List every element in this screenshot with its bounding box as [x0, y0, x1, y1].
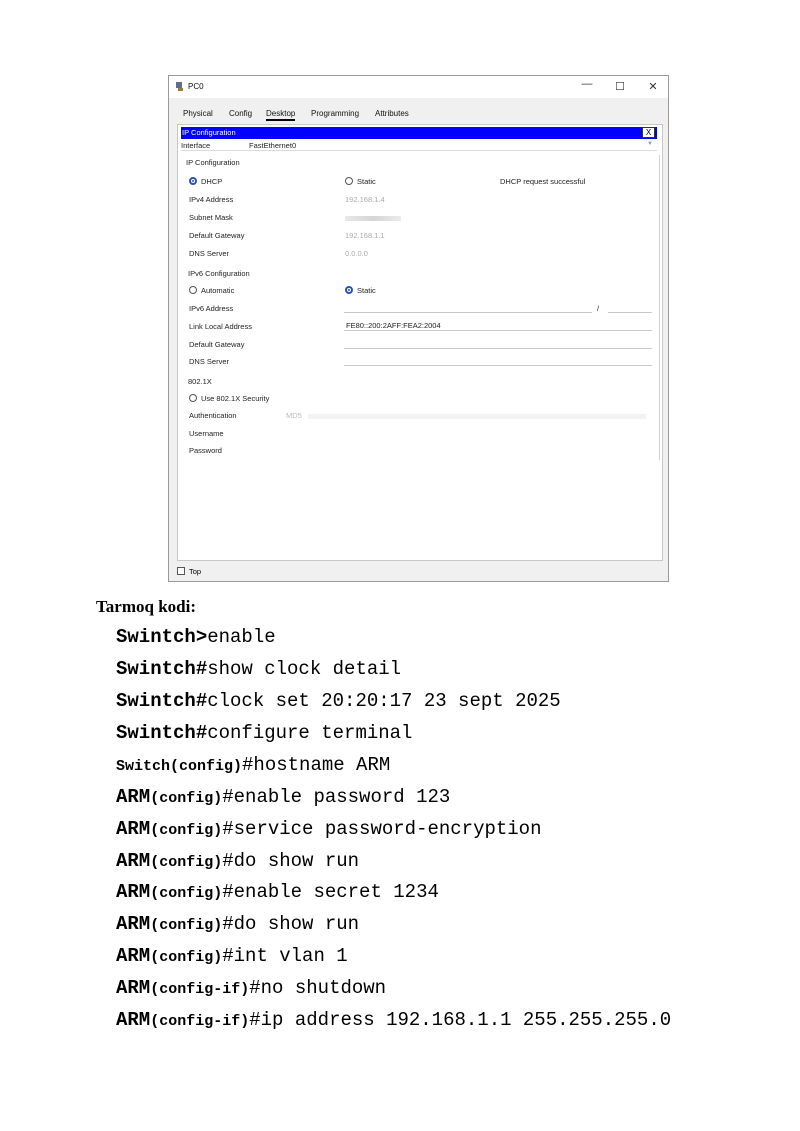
static-ipv6-radio[interactable]	[345, 286, 353, 294]
interface-select[interactable]: FastEthernet0	[249, 141, 297, 150]
prefix-separator: /	[597, 304, 600, 313]
code-line	[116, 658, 401, 680]
code-command: #ip address 192.168.1.1 255.255.255.0	[249, 1009, 672, 1031]
ipv6-address-field[interactable]	[344, 302, 592, 313]
interface-row[interactable]	[181, 140, 657, 151]
code-prompt: ARM	[116, 1009, 151, 1031]
code-prompt: Swintch#	[116, 722, 208, 744]
ipv6-section-title: IPv6 Configuration	[188, 269, 250, 278]
code-command: #int vlan 1	[222, 945, 348, 967]
dot1x-section-title: 802.1X	[188, 377, 212, 386]
subnet-mask-label: Subnet Mask	[189, 213, 233, 222]
ipv6-gateway-label: Default Gateway	[189, 340, 245, 349]
pc-app-icon	[175, 81, 185, 92]
code-command: #do show run	[222, 913, 360, 935]
code-prompt: Swintch#	[116, 690, 208, 712]
code-line	[116, 945, 348, 967]
code-line	[116, 977, 386, 999]
ipv6-prefix-field[interactable]	[608, 302, 652, 313]
automatic-ipv6-label: Automatic	[201, 286, 235, 295]
close-icon[interactable]: ✕	[648, 81, 658, 93]
title-bar	[169, 76, 668, 98]
code-command: #do show run	[222, 850, 360, 872]
dhcp-label: DHCP	[201, 177, 223, 186]
ip-configuration-panel	[177, 124, 663, 561]
code-prompt-mode: (config)	[150, 949, 223, 966]
code-command: configure terminal	[207, 722, 413, 744]
code-command: show clock detail	[207, 658, 402, 680]
code-prompt: Switch(config)	[116, 758, 243, 775]
use-dot1x-label: Use 802.1X Security	[201, 394, 270, 403]
code-prompt: ARM	[116, 786, 151, 808]
ipv6-dns-label: DNS Server	[189, 357, 230, 366]
ipv6-gateway-field[interactable]	[344, 338, 652, 349]
use-dot1x-checkbox[interactable]	[189, 394, 197, 402]
code-prompt: Swintch#	[116, 658, 208, 680]
panel-title-bar	[181, 127, 657, 139]
link-local-value: FE80::200:2AFF:FEA2:2004	[346, 321, 441, 330]
static-ipv4-label: Static	[357, 177, 376, 186]
code-prompt-mode: (config)	[150, 854, 223, 871]
dhcp-status: DHCP request successful	[500, 177, 586, 186]
dhcp-radio[interactable]	[189, 177, 197, 185]
ipv4-section-title: IP Configuration	[186, 158, 240, 167]
password-label: Password	[189, 446, 222, 455]
panel-divider	[659, 155, 660, 460]
link-local-label: Link Local Address	[189, 322, 252, 331]
code-line	[116, 1009, 671, 1031]
default-gateway-label: Default Gateway	[189, 231, 245, 240]
tab-physical[interactable]: Physical	[183, 109, 213, 118]
code-prompt: Swintch>	[116, 626, 208, 648]
automatic-ipv6-radio[interactable]	[189, 286, 197, 294]
top-checkbox[interactable]	[177, 567, 185, 575]
code-prompt-mode: (config)	[150, 822, 223, 839]
code-prompt: ARM	[116, 913, 151, 935]
authentication-field[interactable]	[308, 414, 646, 419]
code-command: #enable secret 1234	[222, 881, 439, 903]
ipv6-address-label: IPv6 Address	[189, 304, 234, 313]
code-line	[116, 626, 276, 648]
link-local-field[interactable]	[344, 320, 652, 331]
pc0-window	[168, 75, 669, 582]
code-command: enable	[207, 626, 276, 648]
code-command: #hostname ARM	[242, 754, 391, 776]
tab-config[interactable]: Config	[229, 109, 253, 118]
default-gateway-field[interactable]: 192.168.1.1	[345, 231, 385, 240]
code-line	[116, 722, 412, 744]
code-line	[116, 818, 542, 840]
code-prompt: ARM	[116, 850, 151, 872]
code-prompt: ARM	[116, 881, 151, 903]
tab-programming[interactable]: Programming	[311, 109, 360, 118]
code-command: #service password-encryption	[222, 818, 542, 840]
ipv6-dns-field[interactable]	[344, 355, 652, 366]
code-prompt: ARM	[116, 945, 151, 967]
code-prompt-mode: (config)	[150, 790, 223, 807]
authentication-label: Authentication	[189, 411, 237, 420]
tab-attributes[interactable]: Attributes	[375, 109, 409, 118]
code-line	[116, 850, 359, 872]
dns-server-label: DNS Server	[189, 249, 230, 258]
code-prompt-mode: (config)	[150, 885, 223, 902]
dns-server-field[interactable]: 0.0.0.0	[345, 249, 368, 258]
ipv4-address-field[interactable]: 192.168.1.4	[345, 195, 385, 204]
top-checkbox-label: Top	[189, 567, 202, 576]
code-line	[116, 881, 439, 903]
minimize-icon[interactable]: —	[581, 78, 593, 90]
maximize-icon[interactable]: ☐	[615, 81, 625, 93]
static-ipv6-label: Static	[357, 286, 376, 295]
code-line	[116, 754, 390, 776]
ipv4-address-label: IPv4 Address	[189, 195, 234, 204]
static-ipv4-radio[interactable]	[345, 177, 353, 185]
panel-close-button[interactable]: X	[642, 127, 655, 138]
code-command: #no shutdown	[249, 977, 387, 999]
panel-title: IP Configuration	[182, 128, 236, 137]
code-command: #enable password 123	[222, 786, 451, 808]
code-line	[116, 786, 450, 808]
tab-desktop[interactable]: Desktop	[266, 109, 295, 121]
tab-bar	[169, 98, 668, 120]
code-prompt-mode: (config-if)	[150, 1013, 250, 1030]
code-command: clock set 20:20:17 23 sept 2025	[207, 690, 561, 712]
subnet-mask-field[interactable]	[345, 216, 401, 221]
code-line	[116, 913, 359, 935]
code-prompt: ARM	[116, 977, 151, 999]
chevron-down-icon[interactable]: ▼	[647, 141, 653, 147]
code-prompt-mode: (config-if)	[150, 981, 250, 998]
authentication-select[interactable]: MD5	[286, 411, 302, 420]
interface-label: Interface	[181, 141, 211, 150]
username-label: Username	[189, 429, 224, 438]
section-heading: Tarmoq kodi:	[96, 597, 196, 616]
code-prompt: ARM	[116, 818, 151, 840]
window-title: PC0	[188, 82, 204, 91]
code-prompt-mode: (config)	[150, 917, 223, 934]
code-line	[116, 690, 561, 712]
